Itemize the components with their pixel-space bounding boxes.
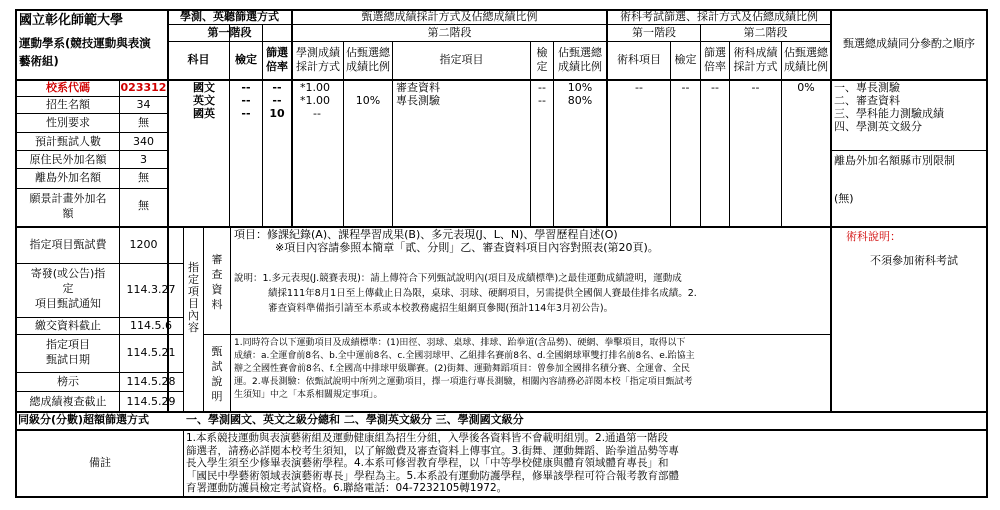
col-tech-ratio: 佔甄選總 (784, 46, 828, 59)
item-check: -- (538, 81, 546, 94)
exam-label: 甄 試 說 明 (211, 345, 223, 403)
col-tech-calc: 術科成績 (733, 46, 778, 59)
review-desc: 說明：1.多元表現(J.競賽表現)：請上傳符合下列甄試說明內(項目及成績標準)之最佳運動成績證明，運動成 (234, 273, 682, 284)
subject-chinese: 國文 (193, 81, 215, 94)
line (392, 41, 393, 226)
stage1-header: 第一階段 (207, 26, 252, 39)
calc-value: *1.00 (300, 81, 330, 94)
vision-value: 無 (138, 199, 149, 212)
multiplier-value: -- (272, 81, 282, 94)
line (15, 150, 168, 151)
expected-value: 340 (133, 135, 154, 148)
expected-label: 預計甄試人數 (35, 135, 101, 148)
col-subject: 科目 (187, 53, 210, 66)
col-item-ratio: 佔甄選總 (558, 46, 602, 59)
col-item-check: 檢 (536, 46, 548, 59)
check-value: -- (241, 94, 251, 107)
exam-date: 114.5.21 (126, 346, 176, 359)
line (15, 168, 168, 169)
vision-label: 額 (62, 207, 74, 220)
col-calc-method: 學測成績 (296, 46, 340, 59)
gender-value: 無 (138, 116, 149, 129)
notice-label: 定 (62, 282, 74, 295)
remarks-line: 1.本系競技運動與表演藝術組及運動健康組為招生分組，入學後各資料皆不會載明組別。2.通過第一階段 (186, 432, 669, 444)
result-label: 榜示 (57, 375, 79, 388)
line (15, 334, 183, 335)
line (606, 9, 608, 226)
fee-label: 指定項目甄試費 (29, 238, 107, 251)
tech-note-value: 不須參加術科考試 (870, 254, 958, 267)
col-ratio: 成績比例 (346, 60, 390, 73)
order-item: 二、審查資料 (834, 94, 900, 107)
line (15, 391, 183, 392)
remarks-line: 育署運動防護員檢定考試資格。6.聯絡電話：04-7232105轉1972。 (186, 482, 508, 494)
item-review: 審查資料 (396, 81, 440, 94)
exam-date-label: 甄試日期 (46, 353, 90, 366)
vision-label: 願景計畫外加名 (29, 192, 107, 205)
dept-code-label: 校系代碼 (46, 81, 90, 94)
notice-label: 項目甄試通知 (35, 297, 101, 310)
order-item: 一、專長測驗 (834, 81, 900, 94)
subject-english: 英文 (193, 94, 215, 107)
review-desc: 績採111年8月1日至上傳截止日為限，桌球、羽球、硬網項目，另需提供全國個人賽最佳排名成績。2. (268, 288, 697, 299)
line (15, 263, 183, 264)
tech-item: -- (635, 81, 643, 94)
tie-value: 一、學測國文、英文之級分總和 二、學測英文級分 三、學測國文級分 (186, 413, 524, 426)
remarks-line: 長入學生須至少修畢表演藝術學程。4.本系可修習教育學程，以「中等學校健康與體育領域體育專長」和 (186, 457, 669, 469)
calc-value: *1.00 (300, 94, 330, 107)
review-items: 項目：修課紀錄(A)、課程學習成果(B)、多元表現(J、L、N)、學習歷程自述(O) (234, 228, 618, 241)
island-limit-value: (無) (834, 192, 854, 205)
line (15, 132, 168, 133)
dept-code-value: 023312 (120, 81, 167, 94)
exam-desc: 成績：a.全運會前8名、b.全中運前8名、c.全國羽球甲、乙組排名賽前8名、d.全國網球單雙打排名前8名、e.跆協主 (234, 351, 695, 361)
col-ratio: 佔甄選總 (346, 46, 390, 59)
line (831, 150, 988, 151)
remarks-label: 備註 (89, 456, 111, 469)
quota-label: 招生名額 (46, 98, 90, 111)
col-item: 指定項目 (439, 53, 484, 66)
tech-calc: -- (751, 81, 760, 94)
spec-label: 指 定 項 目 內 容 (188, 261, 199, 334)
tie-label: 同級分(分數)超額篩選方式 (18, 413, 150, 426)
line (291, 9, 293, 226)
exam-desc: 1.同時符合以下運動項目及成績標準：(1)田徑、羽球、桌球、排球、跆拳道(含品勢)、硬網、拳擊項目，取得以下 (234, 338, 686, 348)
col-check: 檢定 (235, 53, 257, 66)
header-total-score: 甄選總成績採計方式及佔總成績比例 (361, 10, 538, 23)
submit-date: 114.5.6 (130, 319, 172, 332)
multiplier-value: -- (272, 94, 282, 107)
gender-label: 性別要求 (46, 116, 90, 129)
tech-check: -- (681, 81, 690, 94)
remarks-line: 篩選者，請務必詳閱本校考生須知，以了解繳費及審查資料上傳事宜。3.街舞、運動舞蹈、跆拳道品勢等專 (186, 444, 680, 457)
line (15, 96, 168, 97)
review-note: ※項目內容請參照本簡章「貳、分則」乙、審查資料項目內容對照表(第20頁)。 (275, 241, 659, 254)
line (15, 188, 168, 189)
tech-stage2-header: 第二階段 (743, 26, 788, 39)
item-skill-test: 專長測驗 (396, 94, 440, 107)
col-tech-item: 術科項目 (617, 53, 661, 66)
island-label: 離島外加名額 (35, 171, 101, 184)
item-ratio: 10% (567, 81, 593, 94)
exam-desc: 生須知」中之「本系相關規定事項」。 (234, 390, 383, 400)
line (15, 372, 183, 373)
col-tech-multiplier: 倍率 (704, 60, 726, 73)
line (183, 429, 184, 496)
col-multiplier: 篩選 (266, 46, 288, 59)
subject-ch-en: 國英 (193, 107, 215, 120)
exam-desc: 辦之全國性賽會前8名、f.全國高中排球甲級聯賽。(2)街舞、運動舞蹈項目：曾參加全國排名積分賽、全運會、全民 (234, 364, 690, 374)
line (670, 41, 671, 226)
notice-date: 114.3.27 (126, 283, 176, 296)
tech-stage1-header: 第一階段 (632, 26, 676, 39)
col-item-check: 定 (536, 60, 548, 73)
line (203, 334, 830, 335)
island-value: 無 (138, 171, 149, 184)
multiplier-value: 10 (269, 107, 285, 120)
border-right (986, 9, 988, 498)
line (15, 317, 183, 318)
school-title: 國立彰化師範大學 (19, 13, 124, 28)
exam-desc: 運。2.專長測驗：依甄試說明中所列之運動項目，擇一項進行專長測驗，相關內容請務必詳閱本校「指定項目甄試考 (234, 377, 693, 387)
col-tech-ratio: 成績比例 (784, 60, 828, 73)
order-item: 三、學科能力測驗成績 (834, 107, 944, 120)
review-desc: 審查資料準備指引請至本系或本校教務處招生組網頁參閱(預計114年3月初公告)。 (268, 303, 614, 314)
header-screening: 學測、英聽篩選方式 (180, 10, 279, 23)
col-multiplier: 倍率 (266, 60, 288, 73)
calc-value: -- (313, 107, 321, 120)
line (230, 226, 231, 411)
col-tech-multiplier: 篩選 (704, 46, 726, 59)
dept-name: 藝術組) (19, 54, 59, 68)
recheck-label: 總成績複查截止 (29, 395, 107, 408)
tech-ratio: 0% (797, 81, 815, 94)
recheck-date: 114.5.29 (126, 395, 176, 408)
order-item: 四、學測英文級分 (834, 120, 922, 133)
fee-value: 1200 (129, 238, 158, 251)
col-tech-check: 檢定 (674, 53, 697, 66)
score-ratio: 10% (355, 94, 381, 107)
check-value: -- (241, 81, 251, 94)
line (168, 24, 831, 25)
header-tie-order: 甄選總成績同分參酌之順序 (843, 37, 975, 50)
header-tech-exam: 術科考試篩選、採計方式及佔總成績比例 (620, 10, 818, 23)
remarks-line: 「國民中學藝術領域表演藝術專長」學程為主。5.本系設有運動防護學程，修畢該學程可符合報考教育部體 (186, 469, 680, 482)
col-tech-calc: 採計方式 (733, 60, 778, 73)
island-limit-label: 離島外加名額縣市別限制 (834, 154, 955, 167)
review-link[interactable]: 項目內容請參照本簡章「貳、分則」乙、審查資料項目內容對照表 (284, 241, 604, 254)
line (15, 429, 988, 431)
tech-note-label: 術科說明： (846, 230, 901, 243)
item-check: -- (538, 94, 546, 107)
check-value: -- (241, 107, 251, 120)
review-label: 審 查 資 料 (211, 253, 223, 311)
indigenous-value: 3 (140, 153, 147, 166)
result-date: 114.5.28 (126, 375, 176, 388)
stage2-header: 第二階段 (427, 26, 472, 39)
col-item-ratio: 成績比例 (558, 60, 602, 73)
indigenous-label: 原住民外加名額 (29, 153, 107, 166)
line (830, 9, 832, 411)
line (168, 41, 831, 42)
submit-label: 繳交資料截止 (35, 319, 101, 332)
dept-name: 運動學系(競技運動與表演 (19, 36, 151, 50)
line (15, 113, 168, 114)
quota-value: 34 (136, 98, 151, 111)
tech-multiplier: -- (711, 81, 719, 94)
exam-date-label: 指定項目 (46, 338, 90, 351)
notice-label: 寄發(或公告)指 (30, 267, 106, 280)
col-calc-method: 採計方式 (296, 60, 340, 73)
border-bottom (15, 496, 988, 498)
item-ratio: 80% (567, 94, 593, 107)
